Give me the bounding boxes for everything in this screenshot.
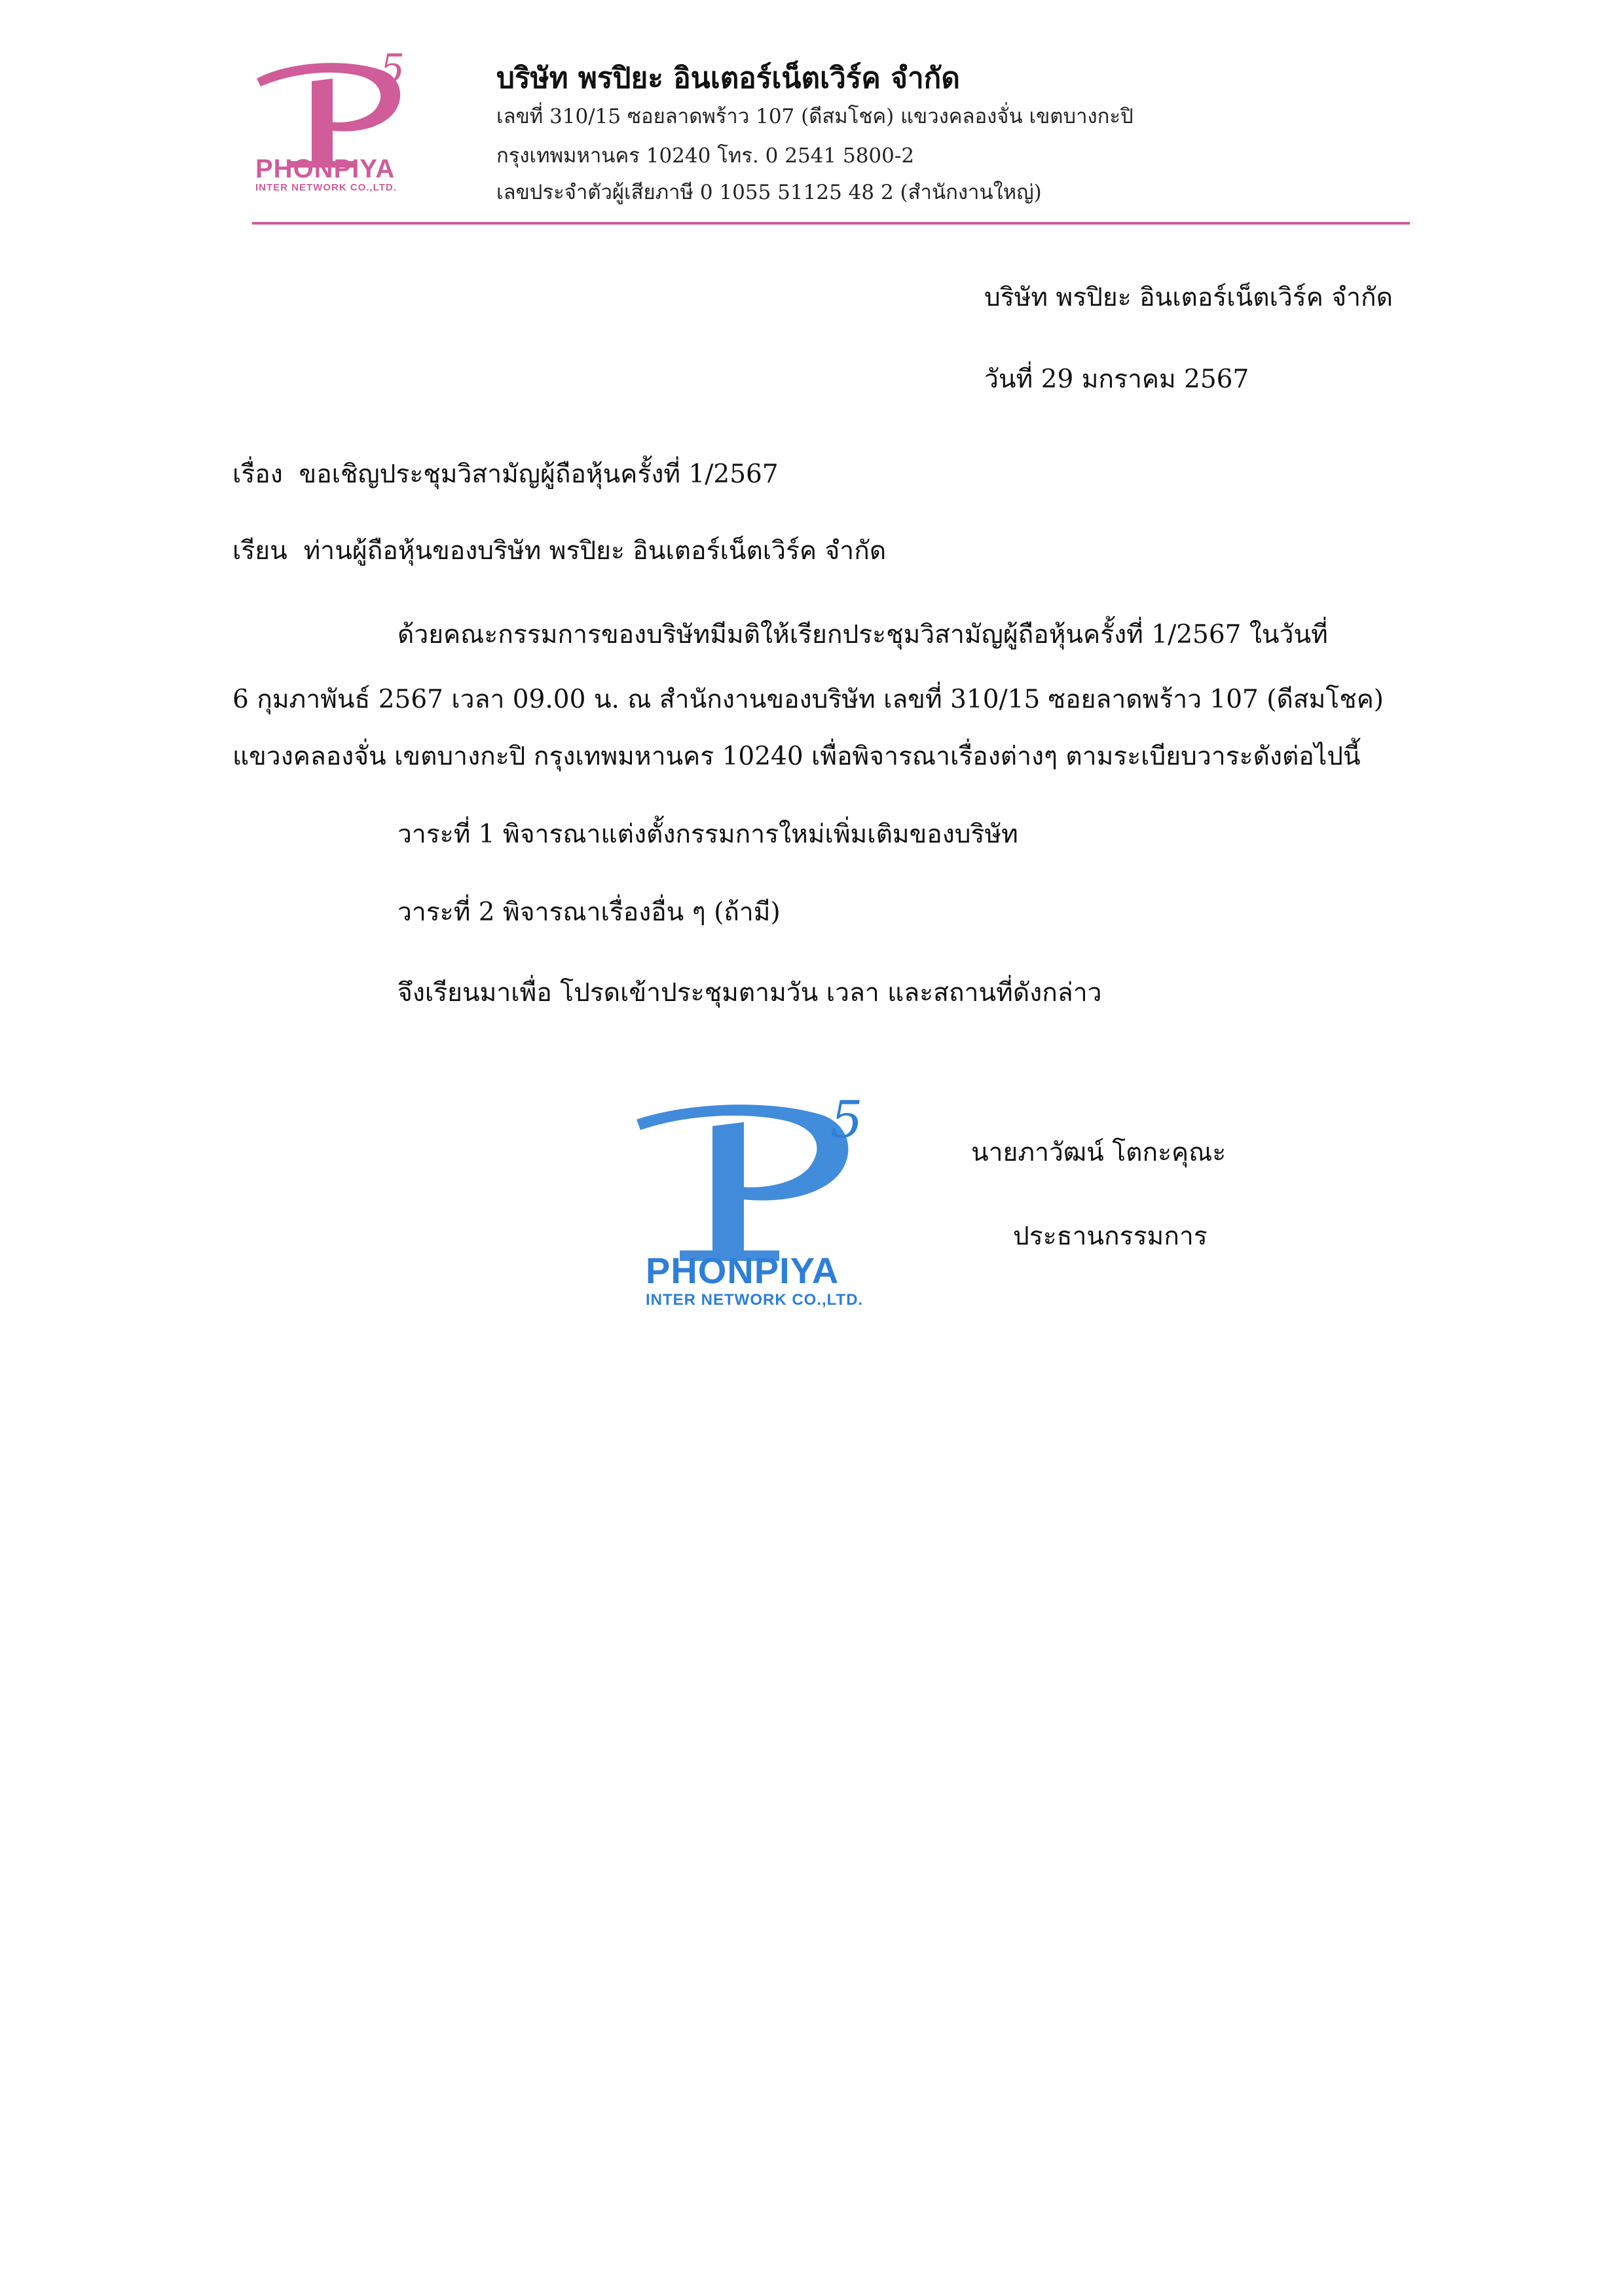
stamp-wordmark: PHONPIYA	[646, 1250, 840, 1291]
recipient-label: เรียน	[232, 536, 287, 566]
stamp-subtitle: INTER NETWORK CO.,LTD.	[646, 1291, 864, 1309]
logo-wordmark: PHONPIYA	[255, 155, 396, 183]
company-logo	[249, 46, 419, 193]
closing-sentence: จึงเรียนมาเพื่อ โปรดเข้าประชุมตามวัน เวลา และสถานที่ดังกล่าว	[397, 978, 1102, 1008]
letter-date: วันที่ 29 มกราคม 2567	[984, 365, 1249, 394]
body-line-1: ด้วยคณะกรรมการของบริษัทมีมติให้เรียกประชุมวิสามัญผู้ถือหุ้นครั้งที่ 1/2567 ในวันที่	[397, 620, 1328, 649]
stamp-superscript: 5	[830, 1091, 864, 1150]
company-name: บริษัท พรปิยะ อินเตอร์เน็ตเวิร์ค จำกัด	[496, 62, 960, 95]
signatory-name: นายภาวัฒน์ โตกะคุณะ	[971, 1138, 1227, 1167]
subject-text: ขอเชิญประชุมวิสามัญผู้ถือหุ้นครั้งที่ 1/2567	[299, 460, 779, 489]
body-line-2: 6 กุมภาพันธ์ 2567 เวลา 09.00 น. ณ สำนักงานของบริษัท เลขที่ 310/15 ซอยลาดพร้าว 107 (ดีสมโชค)	[232, 685, 1384, 714]
agenda-item: วาระที่ 2 พิจารณาเรื่องอื่น ๆ (ถ้ามี)	[397, 898, 781, 927]
subject-line	[232, 454, 779, 494]
letterhead-divider	[252, 222, 1410, 225]
recipient-text: ท่านผู้ถือหุ้นของบริษัท พรปิยะ อินเตอร์เน็ตเวิร์ค จำกัด	[303, 536, 887, 566]
logo-subtitle: INTER NETWORK CO.,LTD.	[255, 182, 397, 193]
recipient-line	[232, 530, 886, 571]
company-tax-id: เลขประจำตัวผู้เสียภาษี 0 1055 51125 48 2 (สำนักงานใหญ่)	[496, 181, 1042, 204]
signatory-title: ประธานกรรมการ	[1013, 1222, 1208, 1251]
body-line-3: แขวงคลองจั่น เขตบางกะปิ กรุงเทพมหานคร 10240 เพื่อพิจารณาเรื่องต่างๆ ตามระเบียบวาระดังต่อไปนี้	[232, 742, 1361, 771]
agenda-item: วาระที่ 1 พิจารณาแต่งตั้งกรรมการใหม่เพิ่มเติมของบริษัท	[397, 820, 1018, 849]
company-stamp	[634, 1091, 883, 1316]
company-address-line-1: เลขที่ 310/15 ซอยลาดพร้าว 107 (ดีสมโชค) แขวงคลองจั่น เขตบางกะปิ	[496, 105, 1134, 128]
subject-label: เรื่อง	[232, 460, 283, 489]
company-address-line-2: กรุงเทพมหานคร 10240 โทร. 0 2541 5800-2	[496, 144, 915, 168]
logo-superscript: 5	[380, 46, 406, 92]
issuer-name: บริษัท พรปิยะ อินเตอร์เน็ตเวิร์ค จำกัด	[984, 283, 1393, 312]
